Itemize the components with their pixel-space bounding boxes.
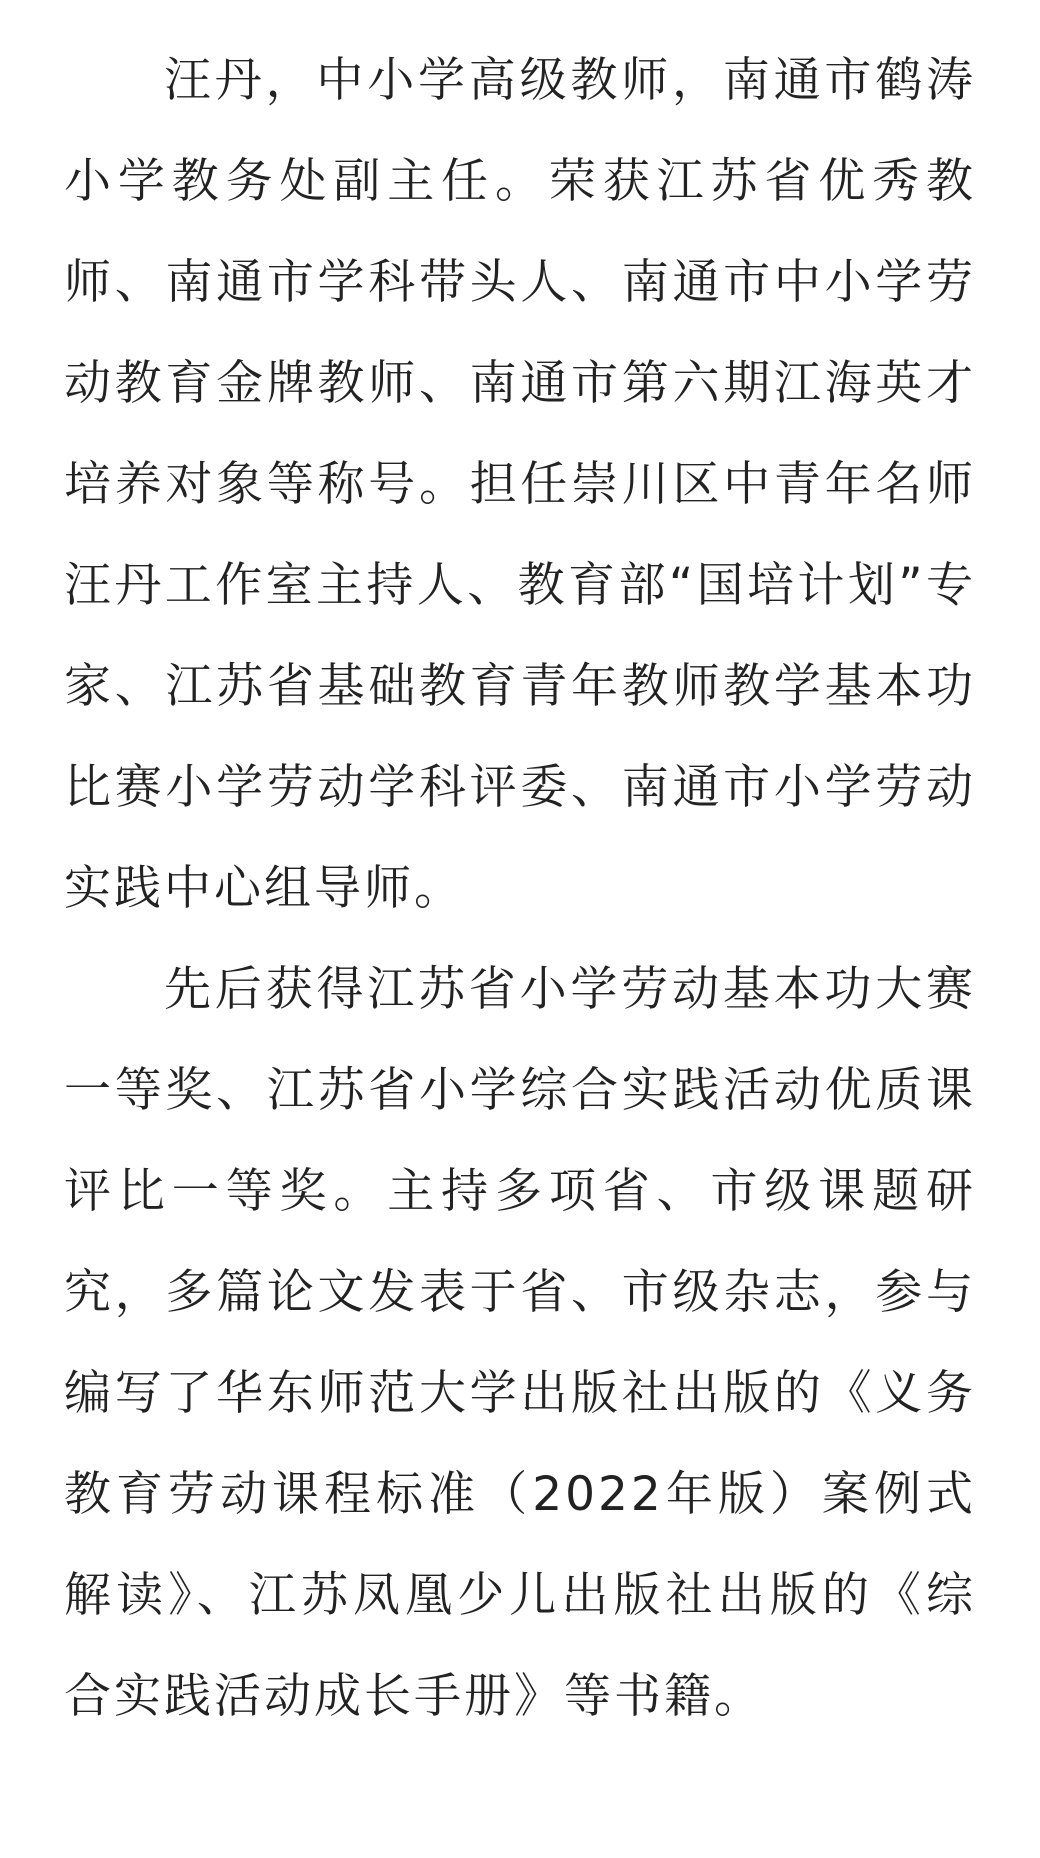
paragraph-achievements: 先后获得江苏省小学劳动基本功大赛一等奖、江苏省小学综合实践活动优质课评比一等奖。主持多项省、市级课题研究，多篇论文发表于省、市级杂志，参与编写了华东师范大学出版社出版的《义务教育劳动课程标准（2022年版）案例式解读》、江苏凤凰少儿出版社出版的《综合实践活动成长手册》等书籍。 [64, 962, 976, 1724]
article-body [64, 30, 976, 1747]
paragraph-biography: 汪丹，中小学高级教师，南通市鹤涛小学教务处副主任。荣获江苏省优秀教师、南通市学科带头人、南通市中小学劳动教育金牌教师、南通市第六期江海英才培养对象等称号。担任崇川区中青年名师汪丹工作室主持人、教育部“国培计划”专家、江苏省基础教育青年教师教学基本功比赛小学劳动学科评委、南通市小学劳动实践中心组导师。 [64, 53, 976, 916]
